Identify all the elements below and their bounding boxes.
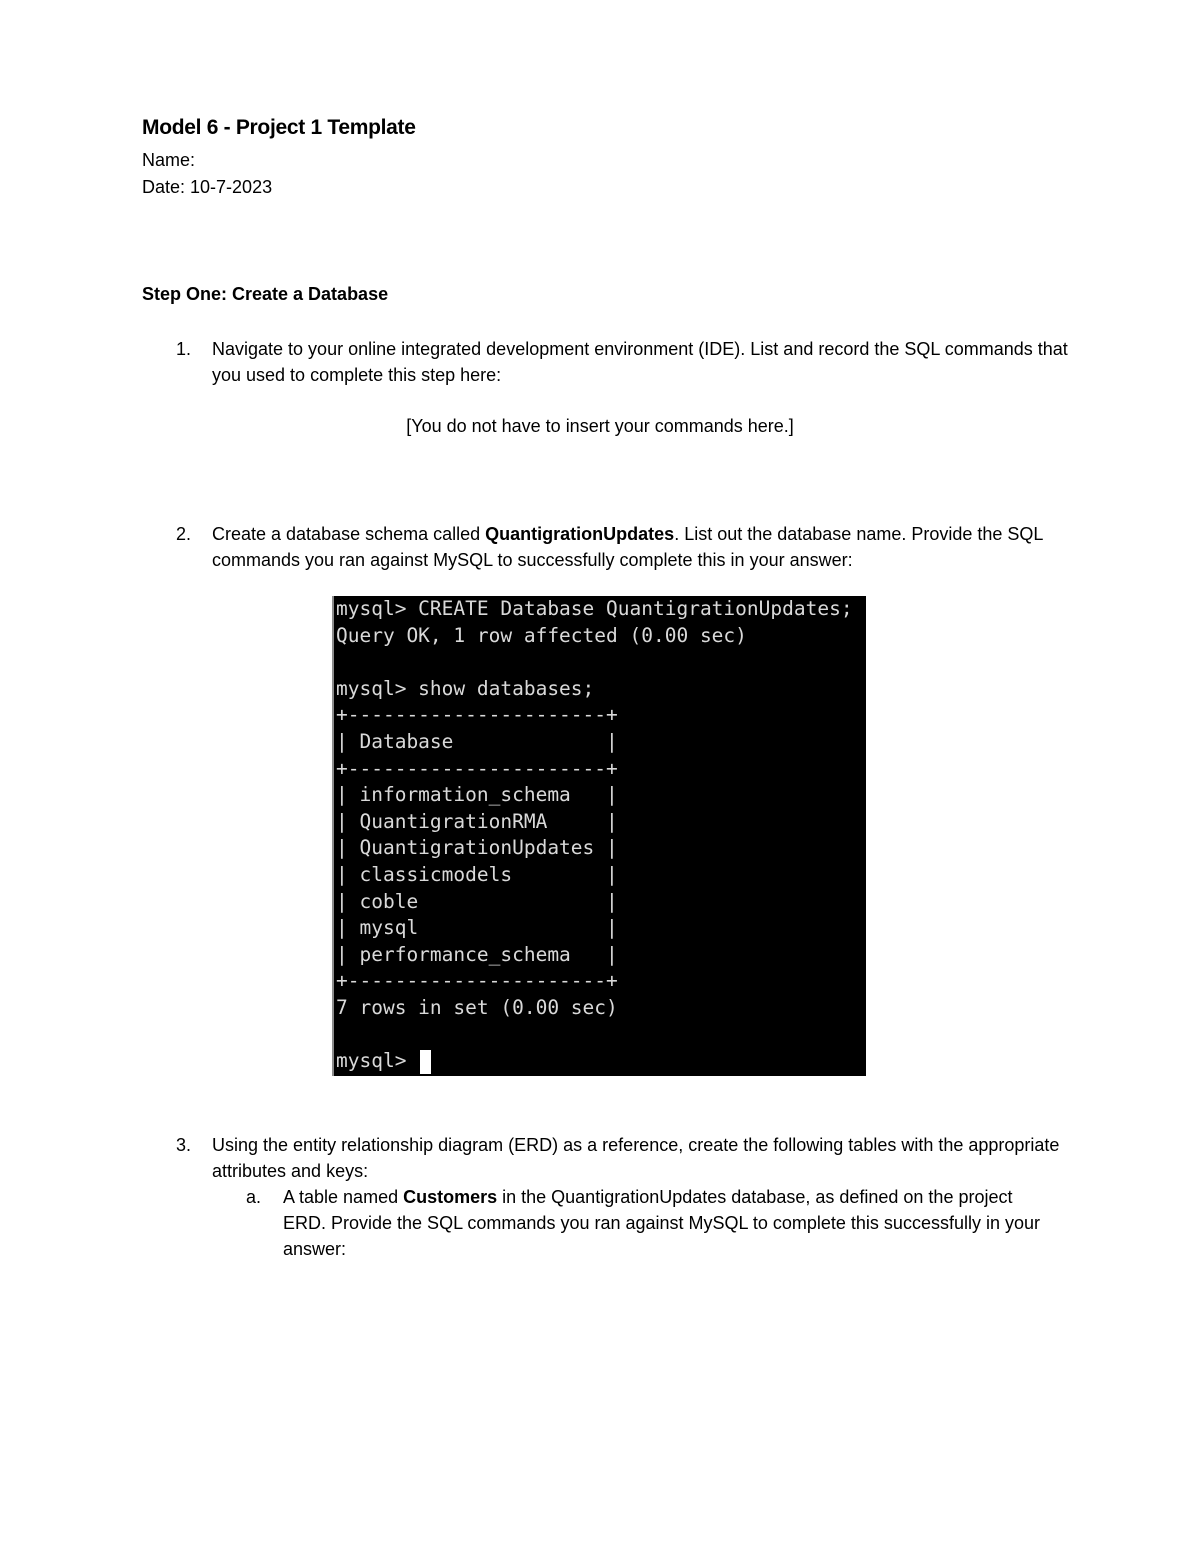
terminal-line: 7 rows in set (0.00 sec)	[336, 995, 618, 1019]
item-3a-table-name: Customers	[403, 1187, 498, 1207]
name-label: Name:	[142, 150, 196, 170]
terminal-line: | QuantigrationUpdates |	[336, 836, 618, 860]
item-2-text	[212, 521, 1072, 573]
item-3a-letter: a.	[246, 1187, 262, 1207]
item-3a-text-after: in the QuantigrationUpdates database, as defined on the project ERD. Provide the SQL commands you ran against MySQL to complete this successfully in your answer:	[283, 1187, 1040, 1259]
item-3a-text-before: A table named	[283, 1187, 404, 1207]
item-2-schema-name: QuantigrationUpdates	[485, 524, 675, 544]
terminal-line: mysql> CREATE Database QuantigrationUpdates;	[336, 597, 853, 620]
terminal-prompt: mysql>	[336, 1049, 419, 1073]
terminal-cursor	[420, 1050, 431, 1074]
mysql-terminal-screenshot	[332, 596, 866, 1076]
terminal-line: +----------------------+	[336, 703, 618, 727]
item-2-text-before: Create a database schema called	[212, 524, 486, 544]
terminal-lines	[334, 596, 853, 1075]
terminal-line: | coble |	[336, 889, 618, 913]
item-2-text-after: . List out the database name. Provide the SQL commands you ran against MySQL to successfully complete this in your answer:	[212, 524, 1043, 570]
terminal-line	[334, 649, 853, 676]
step-one-heading: Step One: Create a Database	[142, 284, 389, 304]
terminal-line: Query OK, 1 row affected (0.00 sec)	[336, 623, 747, 647]
terminal-line: | Database |	[336, 729, 618, 753]
terminal-line: | performance_schema |	[336, 942, 618, 966]
item-3-text: Using the entity relationship diagram (ERD) as a reference, create the following tables with the appropriate attributes and keys:	[212, 1135, 1060, 1181]
item-2-number: 2.	[176, 524, 192, 544]
terminal-prompt-line	[334, 1048, 853, 1075]
item-3-number: 3.	[176, 1135, 192, 1155]
terminal-line: | QuantigrationRMA |	[336, 809, 618, 833]
terminal-line: +----------------------+	[336, 756, 618, 780]
item-3a-text	[283, 1184, 1043, 1262]
terminal-line: | mysql |	[336, 916, 618, 940]
date-label: Date: 10-7-2023	[142, 177, 273, 197]
terminal-line: | information_schema |	[336, 783, 618, 807]
item-1-number: 1.	[176, 339, 192, 359]
terminal-line	[334, 1022, 853, 1049]
terminal-line: | classicmodels |	[336, 862, 618, 886]
document-title: Model 6 - Project 1 Template	[142, 116, 416, 139]
terminal-line: +----------------------+	[336, 969, 618, 993]
terminal-line: mysql> show databases;	[336, 676, 595, 700]
item-1-note: [You do not have to insert your commands here.]	[406, 416, 794, 436]
item-1-text: Navigate to your online integrated development environment (IDE). List and record the SQL commands that you used to complete this step here:	[212, 339, 1068, 385]
